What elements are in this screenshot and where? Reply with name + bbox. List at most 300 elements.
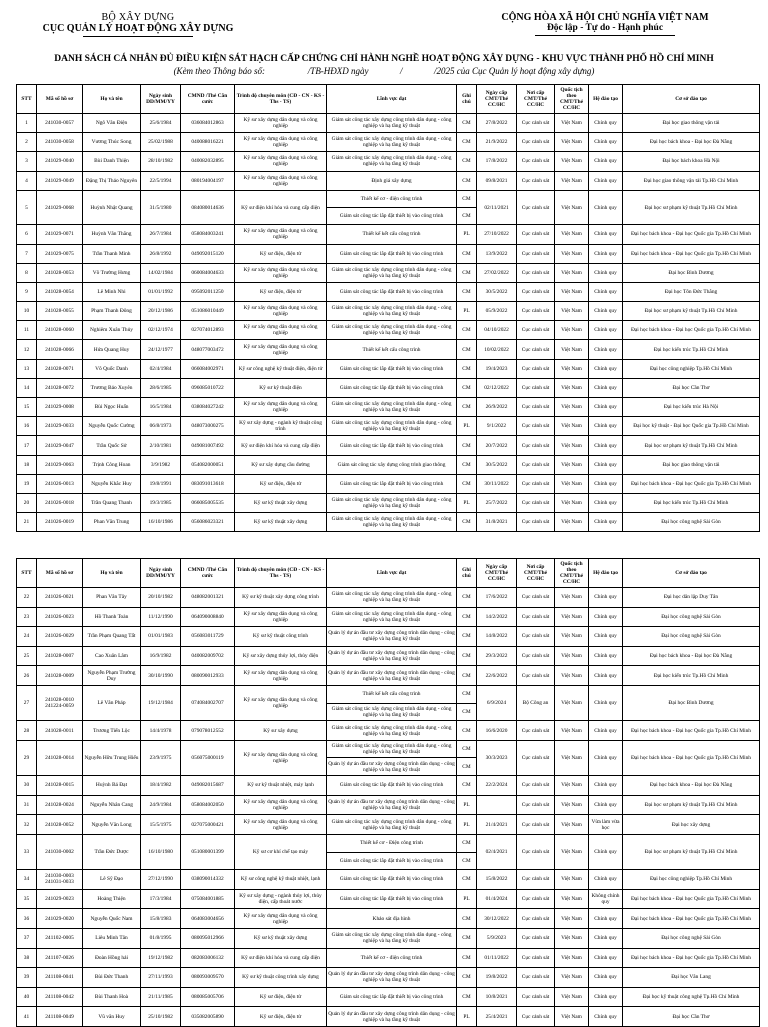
col-trinh-do: Kỹ sư điện, điện tử — [235, 1007, 327, 1027]
col-cmnd: 038090014332 — [181, 870, 235, 890]
col-quoc-tich: Việt Nam — [555, 436, 589, 455]
col-ghi-chu: CM — [457, 948, 477, 968]
col-ho-ten: Trần Phạm Quang Tất — [83, 627, 141, 647]
col-quoc-tich: Việt Nam — [555, 909, 589, 929]
col-stt: 8 — [17, 263, 37, 282]
col-ma-ho-so: 241029-0040 — [37, 152, 83, 171]
header-col-he-dao-tao: Hệ đào tạo — [589, 85, 623, 114]
col-ngay-sinh: 25/6/1984 — [141, 114, 181, 133]
col-linh-vuc: Định giá xây dựng — [327, 171, 457, 190]
col-noi-cap: Cục cảnh sát — [517, 646, 555, 666]
col-ho-ten: Bùi Đức Thanh — [83, 968, 141, 988]
col-ma-ho-so: 241028-0011 — [37, 721, 83, 741]
col-ngay-cap: 30/5/2022 — [477, 282, 517, 301]
header-col-ngay-sinh: Ngày sinh DD/MM/YY — [141, 85, 181, 114]
col-quoc-tich: Việt Nam — [555, 889, 589, 909]
col-cmnd: 064090008840 — [181, 607, 235, 627]
col-noi-cap: Cục cảnh sát — [517, 398, 555, 417]
col-trinh-do: Kỹ sư xây dựng thủy lợi, thủy điện — [235, 646, 327, 666]
table-row — [17, 493, 760, 512]
col-ghi-chu: CM — [457, 133, 477, 152]
col-he-dao-tao: Chính quy — [589, 588, 623, 608]
col-he-dao-tao: Chính quy — [589, 987, 623, 1007]
header-col-ngay-cap: Ngày cấp CMT/Thẻ CC/HC — [477, 559, 517, 588]
col-ho-ten: Nguyễn Quốc Cường — [83, 417, 141, 436]
col-ma-ho-so: 241030-0057 — [37, 114, 83, 133]
col-he-dao-tao: Chính quy — [589, 436, 623, 455]
col-ngay-cap: 25/7/2022 — [477, 493, 517, 512]
col-noi-cap: Cục cảnh sát — [517, 987, 555, 1007]
col-ngay-cap: 26/9/2022 — [477, 398, 517, 417]
col-trinh-do: Kỹ sư kỹ thuật công trình — [235, 627, 327, 647]
col-ngay-cap: 15/8/2022 — [477, 870, 517, 890]
col-stt: 9 — [17, 282, 37, 301]
col-ngay-cap: 21/9/2022 — [477, 133, 517, 152]
col-he-dao-tao: Chính quy — [589, 133, 623, 152]
header-col-stt: STT — [17, 85, 37, 114]
table-row — [17, 646, 760, 666]
col-noi-cap: Cục cảnh sát — [517, 114, 555, 133]
col-ngay-sinh: 19/3/1985 — [141, 493, 181, 512]
col-ho-ten: Nguyễn Quốc Nam — [83, 909, 141, 929]
col-cmnd: 080093009570 — [181, 968, 235, 988]
col-ngay-cap: 31/8/2021 — [477, 513, 517, 532]
col-noi-cap: Cục cảnh sát — [517, 889, 555, 909]
col-co-so-dao-tao: Đại học bách khoa - Đại học Quốc gia Tp.Hồ Chí Minh — [623, 321, 760, 340]
col-ngay-cap: 6/9/2024 — [477, 685, 517, 720]
col-linh-vuc: Giám sát công tác xây dựng công trình giao thông — [327, 455, 457, 474]
col-co-so-dao-tao: Đại học kỹ thuật công nghệ Tp.Hồ Chí Minh — [623, 987, 760, 1007]
col-ngay-cap: 02/12/2022 — [477, 378, 517, 397]
col-linh-vuc-part: Giám sát công tác xây dựng công trình dân dụng - công nghiệp và hạ tầng kỹ thuật — [331, 705, 452, 718]
col-ma-ho-so: 241029-0033 — [37, 417, 83, 436]
col-ngay-sinh: 16/9/1982 — [141, 646, 181, 666]
col-stt: 22 — [17, 588, 37, 608]
col-co-so-dao-tao: Đại học bách khoa - Đại học Quốc gia Tp.Hồ Chí Minh — [623, 889, 760, 909]
col-trinh-do: Kỹ sư kỹ thuật xây dựng công trình — [235, 588, 327, 608]
col-ngay-sinh: 20/10/1982 — [141, 588, 181, 608]
col-stt: 1 — [17, 114, 37, 133]
col-ma-ho-so: 241028-0052 — [37, 815, 83, 835]
col-trinh-do: Kỹ sư kỹ thuật nhiệt, máy lạnh — [235, 776, 327, 796]
col-ngay-cap: 19/4/2023 — [477, 359, 517, 378]
table-row — [17, 776, 760, 796]
col-ngay-sinh: 26/7/1984 — [141, 225, 181, 244]
col-linh-vuc: Giám sát công tác xây dựng công trình dân dụng - công nghiệp và hạ tầng kỹ thuật — [327, 321, 457, 340]
col-stt: 26 — [17, 666, 37, 686]
col-he-dao-tao: Chính quy — [589, 795, 623, 815]
header-col-trinh-do: Trình độ chuyên môn (CĐ - CN - KS - Ths - TS) — [235, 85, 327, 114]
col-noi-cap: Cục cảnh sát — [517, 282, 555, 301]
col-he-dao-tao: Chính quy — [589, 1007, 623, 1027]
col-ghi-chu: CM — [457, 513, 477, 532]
col-stt: 4 — [17, 171, 37, 190]
col-ngay-sinh: 25/10/1982 — [141, 1007, 181, 1027]
col-trinh-do: Kỹ sư điện khí hóa và cung cấp điện — [235, 948, 327, 968]
col-he-dao-tao: Chính quy — [589, 474, 623, 493]
col-ngay-sinh: 20/12/1986 — [141, 302, 181, 321]
col-ngay-sinh: 19/12/1982 — [141, 948, 181, 968]
col-ngay-sinh: 14/02/1984 — [141, 263, 181, 282]
col-noi-cap: Cục cảnh sát — [517, 795, 555, 815]
col-ho-ten: Vũ văn Huy — [83, 1007, 141, 1027]
col-ngay-sinh: 06/8/1973 — [141, 417, 181, 436]
col-ngay-sinh: 01/01/1992 — [141, 282, 181, 301]
col-he-dao-tao: Chính quy — [589, 244, 623, 263]
table-row — [17, 225, 760, 244]
col-ho-ten: Liêu Minh Tân — [83, 928, 141, 948]
col-ghi-chu: CM — [457, 721, 477, 741]
table-row — [17, 244, 760, 263]
col-quoc-tich: Việt Nam — [555, 721, 589, 741]
col-noi-cap: Cục cảnh sát — [517, 417, 555, 436]
col-ma-ho-so: 241108-0049 — [37, 1007, 83, 1027]
col-linh-vuc: Giám sát công tác xây dựng công trình dân dụng - công nghiệp và hạ tầng kỹ thuật — [327, 114, 457, 133]
col-co-so-dao-tao: Đại học sư phạm kỹ thuật Tp.Hồ Chí Minh — [623, 834, 760, 869]
col-he-dao-tao: Chính quy — [589, 909, 623, 929]
col-co-so-dao-tao: Đại học công nghiệp Tp.Hồ Chí Minh — [623, 359, 760, 378]
col-quoc-tich: Việt Nam — [555, 815, 589, 835]
col-stt: 15 — [17, 398, 37, 417]
col-ghi-chu-part: CM — [462, 763, 471, 770]
col-trinh-do: Kỹ sư xây dựng dân dụng và công nghiệp — [235, 607, 327, 627]
table-row — [17, 455, 760, 474]
col-co-so-dao-tao: Đại học giao thông vận tải Tp.Hồ Chí Minh — [623, 171, 760, 190]
col-ngay-cap: 21/4/2021 — [477, 815, 517, 835]
table-header-row — [17, 559, 760, 588]
col-stt: 27 — [17, 685, 37, 720]
col-cmnd: 038084027242 — [181, 398, 235, 417]
col-linh-vuc: Quản lý dự án đầu tư xây dựng công trình dân dụng - công nghiệp và hạ tầng kỹ thuật — [327, 968, 457, 988]
col-ghi-chu: PL — [457, 795, 477, 815]
col-stt: 13 — [17, 359, 37, 378]
col-ma-ho-so: 241028-0066 — [37, 340, 83, 359]
col-noi-cap: Cục cảnh sát — [517, 455, 555, 474]
col-trinh-do: Kỹ sư xây dựng cầu đường — [235, 455, 327, 474]
col-ma-ho-so: 241028-0071 — [37, 359, 83, 378]
col-ngay-sinh: 21/11/1985 — [141, 987, 181, 1007]
col-ngay-cap: 5/9/2023 — [477, 928, 517, 948]
col-noi-cap: Cục cảnh sát — [517, 627, 555, 647]
col-linh-vuc-part: Giám sát công tác lắp đặt thiết bị vào công trình — [339, 213, 444, 220]
col-stt: 37 — [17, 928, 37, 948]
col-quoc-tich: Việt Nam — [555, 513, 589, 532]
col-he-dao-tao: Chính quy — [589, 171, 623, 190]
col-linh-vuc: Khảo sát địa hình — [327, 909, 457, 929]
col-cmnd: 095092011250 — [181, 282, 235, 301]
col-quoc-tich: Việt Nam — [555, 133, 589, 152]
col-linh-vuc-part: Giám sát công tác lắp đặt thiết bị vào công trình — [339, 857, 444, 864]
col-trinh-do: Kỹ sư xây dựng dân dụng và công nghiệp — [235, 815, 327, 835]
col-ma-ho-so: 241029-0068 — [37, 190, 83, 225]
col-ngay-cap: 20/7/2022 — [477, 436, 517, 455]
table-row — [17, 398, 760, 417]
col-ho-ten: Nguyễn Khắc Huy — [83, 474, 141, 493]
col-ma-ho-so: 241028-0072 — [37, 378, 83, 397]
col-ghi-chu: CM — [457, 666, 477, 686]
col-co-so-dao-tao: Đại học bách khoa Hà Nội — [623, 152, 760, 171]
col-cmnd: 051086010449 — [181, 302, 235, 321]
col-linh-vuc: Giám sát công tác lắp đặt thiết bị vào công trình — [327, 282, 457, 301]
col-ghi-chu: PL — [457, 302, 477, 321]
col-linh-vuc: Giám sát công tác xây dựng công trình dân dụng - công nghiệp và hạ tầng kỹ thuật — [327, 302, 457, 321]
col-noi-cap: Cục cảnh sát — [517, 607, 555, 627]
document-subtitle: (Kèm theo Thông báo số: /TB-HĐXD ngày / /2025 của Cục Quản lý hoạt động xây dựng) — [173, 66, 595, 76]
col-he-dao-tao: Chính quy — [589, 152, 623, 171]
col-quoc-tich: Việt Nam — [555, 685, 589, 720]
col-ghi-chu: PL — [457, 815, 477, 835]
col-linh-vuc: Giám sát công tác lắp đặt thiết bị vào công trình — [327, 436, 457, 455]
col-linh-vuc: Giám sát công tác xây dựng công trình dân dụng - công nghiệp và hạ tầng kỹ thuật — [327, 263, 457, 282]
col-ma-ho-so: 241029-0063 — [37, 455, 83, 474]
col-noi-cap: Cục cảnh sát — [517, 171, 555, 190]
col-ngay-sinh: 2/10/1981 — [141, 436, 181, 455]
col-co-so-dao-tao: Đại học bách khoa - Đại học Quốc gia Tp.Hồ Chí Minh — [623, 948, 760, 968]
col-ho-ten: Lê Văn Pháp — [83, 685, 141, 720]
col-linh-vuc: Quản lý dự án đầu tư xây dựng công trình dân dụng - công nghiệp và hạ tầng kỹ thuật — [327, 627, 457, 647]
col-ghi-chu: CM — [457, 607, 477, 627]
col-ho-ten: Trần Thanh Minh — [83, 244, 141, 263]
col-co-so-dao-tao: Đại học sư phạm kỹ thuật Tp.Hồ Chí Minh — [623, 436, 760, 455]
col-co-so-dao-tao: Đại học công nghiệp Tp.Hồ Chí Minh — [623, 870, 760, 890]
col-ma-ho-so: 241028-0010 241224-0059 — [37, 685, 83, 720]
col-stt: 7 — [17, 244, 37, 263]
col-trinh-do: Kỹ sư xây dựng dân dụng và công nghiệp — [235, 909, 327, 929]
col-cmnd: 048073000275 — [181, 417, 235, 436]
col-linh-vuc: Giám sát công tác xây dựng công trình dân dụng - công nghiệp và hạ tầng kỹ thuật — [327, 928, 457, 948]
col-co-so-dao-tao: Đại học giao thông vận tải — [623, 455, 760, 474]
col-trinh-do: Kỹ sư xây dựng dân dụng và công nghiệp — [235, 152, 327, 171]
parent-ministry: BỘ XÂY DỰNG — [101, 12, 175, 23]
table-row — [17, 378, 760, 397]
col-quoc-tich: Việt Nam — [555, 740, 589, 775]
col-noi-cap: Cục cảnh sát — [517, 474, 555, 493]
table-row — [17, 834, 760, 869]
col-trinh-do: Kỹ sư công nghệ kỹ thuật nhiệt, lạnh — [235, 870, 327, 890]
col-he-dao-tao: Chính quy — [589, 740, 623, 775]
col-ho-ten: Phan Văn Trung — [83, 513, 141, 532]
header-col-trinh-do: Trình độ chuyên môn (CĐ - CN - KS - Ths - TS) — [235, 559, 327, 588]
col-linh-vuc: Thiết kế kết cấu công trình — [327, 225, 457, 244]
col-ngay-cap: 30/5/2022 — [477, 455, 517, 474]
col-ngay-sinh: 30/10/1990 — [141, 666, 181, 686]
col-trinh-do: Kỹ sư xây dựng — [235, 721, 327, 741]
col-cmnd: 080095012966 — [181, 928, 235, 948]
table-row — [17, 721, 760, 741]
col-ngay-cap: 17/6/2022 — [477, 588, 517, 608]
col-ho-ten: Trần Quang Thanh — [83, 493, 141, 512]
col-co-so-dao-tao: Đại học xây dựng — [623, 815, 760, 835]
col-ngay-cap: 02/11/2021 — [477, 190, 517, 225]
col-cmnd: 096085010722 — [181, 378, 235, 397]
col-quoc-tich: Việt Nam — [555, 474, 589, 493]
col-linh-vuc: Giám sát công tác xây dựng công trình dân dụng - công nghiệp và hạ tầng kỹ thuật — [327, 133, 457, 152]
table-row — [17, 685, 760, 720]
col-cmnd: 036084012863 — [181, 114, 235, 133]
header-col-ghi-chu: Ghi chú — [457, 559, 477, 588]
col-he-dao-tao: Chính quy — [589, 776, 623, 796]
col-linh-vuc: Giám sát công tác xây dựng công trình dân dụng - công nghiệp và hạ tầng kỹ thuật — [327, 513, 457, 532]
header-col-ngay-sinh: Ngày sinh DD/MM/YY — [141, 559, 181, 588]
col-linh-vuc — [327, 834, 457, 869]
col-cmnd: 056086023321 — [181, 513, 235, 532]
col-ngay-cap: 16/6/2020 — [477, 721, 517, 741]
col-he-dao-tao: Chính quy — [589, 646, 623, 666]
col-ngay-cap: 04/10/2022 — [477, 321, 517, 340]
col-ghi-chu: CM — [457, 588, 477, 608]
col-co-so-dao-tao: Đại học kiến trúc Tp.Hồ Chí Minh — [623, 340, 760, 359]
col-noi-cap: Bộ Công an — [517, 685, 555, 720]
col-noi-cap: Cục cảnh sát — [517, 359, 555, 378]
col-noi-cap: Cục cảnh sát — [517, 302, 555, 321]
col-co-so-dao-tao: Đại học kỹ thuật - Đại học Quốc gia Tp.Hồ Chí Minh — [623, 417, 760, 436]
table-row — [17, 359, 760, 378]
col-cmnd: 027075000421 — [181, 815, 235, 835]
col-quoc-tich: Việt Nam — [555, 1007, 589, 1027]
col-ghi-chu-part: CM — [457, 835, 476, 853]
table-row — [17, 340, 760, 359]
col-noi-cap: Cục cảnh sát — [517, 909, 555, 929]
col-ghi-chu: CM — [457, 968, 477, 988]
header-col-ma-ho-so: Mã số hồ sơ — [37, 85, 83, 114]
col-ngay-cap: 27/10/2022 — [477, 225, 517, 244]
col-quoc-tich: Việt Nam — [555, 190, 589, 225]
col-linh-vuc: Thiết kế kết cấu công trình — [327, 340, 457, 359]
motto-underline — [535, 35, 675, 36]
col-quoc-tich: Việt Nam — [555, 263, 589, 282]
col-ho-ten: Trịnh Công Hoan — [83, 455, 141, 474]
table-row — [17, 627, 760, 647]
col-trinh-do: Kỹ sư xây dựng dân dụng và công nghiệp — [235, 133, 327, 152]
col-linh-vuc: Giám sát công tác lắp đặt thiết bị vào công trình — [327, 987, 457, 1007]
col-ghi-chu-part: CM — [457, 191, 476, 208]
col-noi-cap: Cục cảnh sát — [517, 513, 555, 532]
col-cmnd: 048077003472 — [181, 340, 235, 359]
col-ma-ho-so: 241029-0049 — [37, 171, 83, 190]
col-quoc-tich: Việt Nam — [555, 795, 589, 815]
col-stt: 38 — [17, 948, 37, 968]
candidates-table-2 — [16, 558, 760, 1027]
col-he-dao-tao: Chính quy — [589, 627, 623, 647]
col-noi-cap: Cục cảnh sát — [517, 815, 555, 835]
col-quoc-tich: Việt Nam — [555, 834, 589, 869]
col-ngay-sinh: 17/3/1984 — [141, 889, 181, 909]
col-ngay-cap: 02/4/2021 — [477, 834, 517, 869]
col-stt: 35 — [17, 889, 37, 909]
col-ho-ten: Lê Minh Nhi — [83, 282, 141, 301]
col-ma-ho-so: 241028-0054 — [37, 282, 83, 301]
col-ghi-chu: CM — [457, 171, 477, 190]
col-ngay-sinh: 02/12/1974 — [141, 321, 181, 340]
col-trinh-do: Kỹ sư xây dựng dân dụng và công nghiệp — [235, 685, 327, 720]
col-he-dao-tao: Chính quy — [589, 398, 623, 417]
col-ghi-chu: PL — [457, 417, 477, 436]
col-quoc-tich: Việt Nam — [555, 340, 589, 359]
col-trinh-do: Kỹ sư xây dựng dân dụng và công nghiệp — [235, 666, 327, 686]
col-he-dao-tao: Chính quy — [589, 685, 623, 720]
col-stt: 39 — [17, 968, 37, 988]
col-quoc-tich: Việt Nam — [555, 493, 589, 512]
col-ghi-chu: CM — [457, 776, 477, 796]
col-cmnd: 056083011729 — [181, 627, 235, 647]
col-ngay-sinh: 27/12/1990 — [141, 870, 181, 890]
col-noi-cap: Cục cảnh sát — [517, 152, 555, 171]
header-col-co-so-dao-tao: Cơ sở đào tạo — [623, 85, 760, 114]
col-ghi-chu: CM — [457, 870, 477, 890]
col-trinh-do: Kỹ sư xây dựng - ngành kỹ thuật công trình — [235, 417, 327, 436]
col-quoc-tich: Việt Nam — [555, 282, 589, 301]
col-ho-ten: Hứa Quang Huy — [83, 340, 141, 359]
col-ghi-chu: CM — [457, 340, 477, 359]
col-ghi-chu: CM — [457, 321, 477, 340]
col-ngay-sinh: 22/5/1994 — [141, 171, 181, 190]
col-linh-vuc: Giám sát công tác lắp đặt thiết bị vào công trình — [327, 889, 457, 909]
col-he-dao-tao: Chính quy — [589, 282, 623, 301]
col-ho-ten: Bùi Danh Thiện — [83, 152, 141, 171]
col-quoc-tich: Việt Nam — [555, 968, 589, 988]
col-ngay-cap — [477, 795, 517, 815]
col-ho-ten: Nguyễn Văn Long — [83, 815, 141, 835]
col-cmnd: 079078012552 — [181, 721, 235, 741]
col-ma-ho-so: 241028-0015 — [37, 776, 83, 796]
col-ghi-chu: PL — [457, 1007, 477, 1027]
col-linh-vuc-part: Thiết kế cơ - Điện công trình — [327, 835, 456, 853]
col-noi-cap: Cục cảnh sát — [517, 378, 555, 397]
col-ngay-cap: 25/4/2021 — [477, 1007, 517, 1027]
col-ma-ho-so: 241029-0023 — [37, 889, 83, 909]
col-ghi-chu: CM — [457, 987, 477, 1007]
col-co-so-dao-tao: Đại học công nghệ Sài Gòn — [623, 607, 760, 627]
col-ghi-chu — [457, 740, 477, 775]
table-row — [17, 666, 760, 686]
table-row — [17, 152, 760, 171]
col-ma-ho-so: 241030-0003 241031-0033 — [37, 870, 83, 890]
col-ngay-sinh: 19/12/1984 — [141, 685, 181, 720]
national-header — [470, 12, 740, 36]
col-ho-ten: Huỳnh Văn Thắng — [83, 225, 141, 244]
col-ngay-sinh: 28/10/1982 — [141, 152, 181, 171]
col-cmnd: 060084004633 — [181, 263, 235, 282]
col-stt: 11 — [17, 321, 37, 340]
col-ho-ten: Hoàng Thiện — [83, 889, 141, 909]
table-row — [17, 282, 760, 301]
col-linh-vuc — [327, 740, 457, 775]
col-ho-ten: Nguyễn Nhân Cang — [83, 795, 141, 815]
col-ngay-sinh: 02/4/1984 — [141, 359, 181, 378]
col-stt: 10 — [17, 302, 37, 321]
col-ghi-chu: CM — [457, 436, 477, 455]
col-linh-vuc: Giám sát công tác xây dựng công trình dân dụng - công nghiệp và hạ tầng kỹ thuật — [327, 152, 457, 171]
table-row — [17, 263, 760, 282]
table-row — [17, 513, 760, 532]
col-stt: 40 — [17, 987, 37, 1007]
col-quoc-tich: Việt Nam — [555, 646, 589, 666]
table-row — [17, 740, 760, 775]
col-co-so-dao-tao: Đại học kiến trúc Tp.Hồ Chí Minh — [623, 666, 760, 686]
col-stt: 32 — [17, 815, 37, 835]
col-ghi-chu — [457, 685, 477, 720]
issuing-agency-header — [28, 12, 248, 37]
col-noi-cap: Cục cảnh sát — [517, 588, 555, 608]
col-trinh-do: Kỹ sư điện, điện tử — [235, 282, 327, 301]
col-trinh-do: Kỹ sư xây dựng dân dụng và công nghiệp — [235, 114, 327, 133]
col-quoc-tich: Việt Nam — [555, 666, 589, 686]
col-stt: 23 — [17, 607, 37, 627]
col-stt: 24 — [17, 627, 37, 647]
col-co-so-dao-tao: Đại học kiến trúc Tp.Hồ Chí Minh — [623, 493, 760, 512]
col-ma-ho-so: 241028-0053 — [37, 263, 83, 282]
col-cmnd: 040088016221 — [181, 133, 235, 152]
